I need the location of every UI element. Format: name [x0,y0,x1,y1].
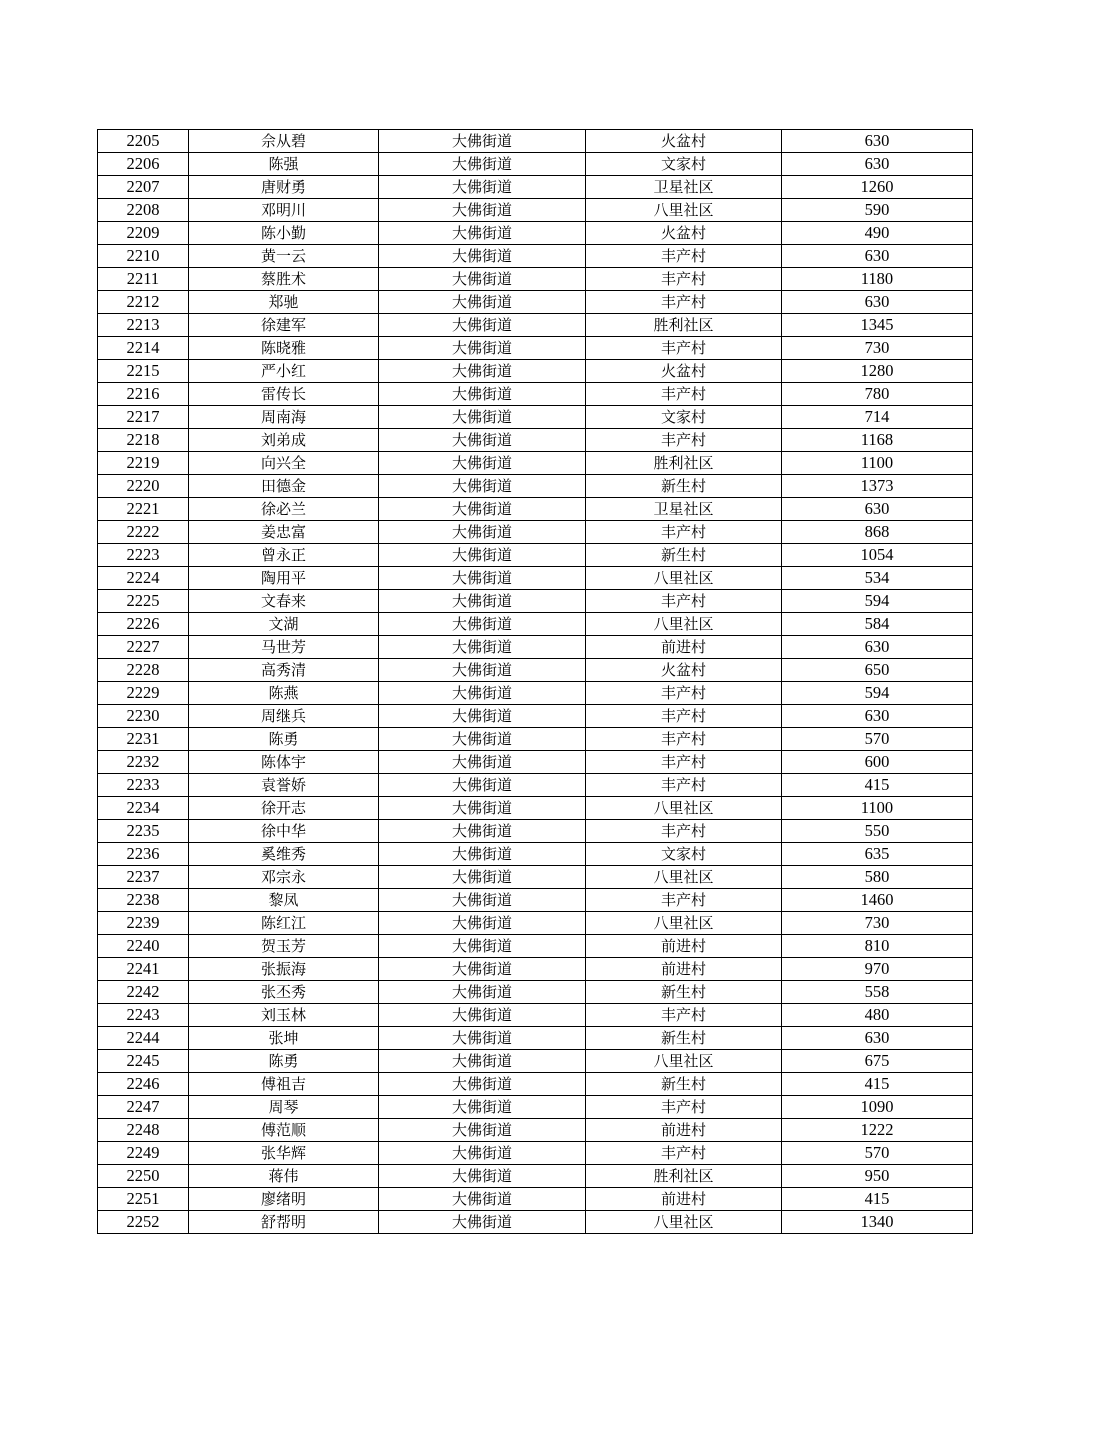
village-cell: 火盆村 [586,130,782,153]
name-cell: 黎凤 [189,889,379,912]
village-cell: 卫星社区 [586,498,782,521]
village-cell: 八里社区 [586,567,782,590]
village-cell: 文家村 [586,153,782,176]
amount-cell: 1345 [782,314,973,337]
table-row [98,751,973,774]
row-number-cell: 2225 [98,590,189,613]
table-row [98,452,973,475]
table-row [98,935,973,958]
street-cell: 大佛街道 [379,1027,586,1050]
row-number-cell: 2243 [98,1004,189,1027]
street-cell: 大佛街道 [379,636,586,659]
street-cell: 大佛街道 [379,705,586,728]
name-cell: 雷传长 [189,383,379,406]
name-cell: 廖绪明 [189,1188,379,1211]
village-cell: 火盆村 [586,659,782,682]
table-row [98,705,973,728]
row-number-cell: 2220 [98,475,189,498]
row-number-cell: 2238 [98,889,189,912]
name-cell: 陈晓雅 [189,337,379,360]
name-cell: 马世芳 [189,636,379,659]
amount-cell: 480 [782,1004,973,1027]
table-row [98,590,973,613]
table-row [98,130,973,153]
street-cell: 大佛街道 [379,728,586,751]
table-row [98,383,973,406]
amount-cell: 1090 [782,1096,973,1119]
amount-cell: 594 [782,590,973,613]
name-cell: 贺玉芳 [189,935,379,958]
name-cell: 文春来 [189,590,379,613]
street-cell: 大佛街道 [379,475,586,498]
name-cell: 舒帮明 [189,1211,379,1234]
table-row [98,268,973,291]
amount-cell: 630 [782,636,973,659]
row-number-cell: 2250 [98,1165,189,1188]
row-number-cell: 2229 [98,682,189,705]
village-cell: 丰产村 [586,590,782,613]
street-cell: 大佛街道 [379,751,586,774]
village-cell: 丰产村 [586,245,782,268]
table-row [98,636,973,659]
street-cell: 大佛街道 [379,222,586,245]
table-row [98,176,973,199]
row-number-cell: 2213 [98,314,189,337]
row-number-cell: 2246 [98,1073,189,1096]
name-cell: 张坤 [189,1027,379,1050]
village-cell: 丰产村 [586,1142,782,1165]
street-cell: 大佛街道 [379,452,586,475]
amount-cell: 490 [782,222,973,245]
street-cell: 大佛街道 [379,820,586,843]
street-cell: 大佛街道 [379,429,586,452]
village-cell: 新生村 [586,981,782,1004]
table-row [98,1004,973,1027]
amount-cell: 1168 [782,429,973,452]
table-row [98,1211,973,1234]
street-cell: 大佛街道 [379,521,586,544]
village-cell: 胜利社区 [586,452,782,475]
amount-cell: 594 [782,682,973,705]
amount-cell: 630 [782,245,973,268]
amount-cell: 1100 [782,452,973,475]
amount-cell: 780 [782,383,973,406]
table-row [98,866,973,889]
village-cell: 丰产村 [586,889,782,912]
amount-cell: 570 [782,728,973,751]
name-cell: 徐中华 [189,820,379,843]
amount-cell: 550 [782,820,973,843]
village-cell: 丰产村 [586,751,782,774]
village-cell: 八里社区 [586,797,782,820]
village-cell: 丰产村 [586,291,782,314]
row-number-cell: 2206 [98,153,189,176]
amount-cell: 1222 [782,1119,973,1142]
table-row [98,682,973,705]
amount-cell: 570 [782,1142,973,1165]
village-cell: 胜利社区 [586,1165,782,1188]
name-cell: 田德金 [189,475,379,498]
street-cell: 大佛街道 [379,682,586,705]
table-row [98,820,973,843]
table-row [98,544,973,567]
name-cell: 姜忠富 [189,521,379,544]
table-row [98,958,973,981]
table-row [98,360,973,383]
amount-cell: 630 [782,130,973,153]
table-row [98,728,973,751]
amount-cell: 415 [782,774,973,797]
amount-cell: 635 [782,843,973,866]
amount-cell: 730 [782,912,973,935]
amount-cell: 584 [782,613,973,636]
amount-cell: 714 [782,406,973,429]
row-number-cell: 2221 [98,498,189,521]
street-cell: 大佛街道 [379,314,586,337]
street-cell: 大佛街道 [379,1119,586,1142]
table-row [98,912,973,935]
street-cell: 大佛街道 [379,153,586,176]
name-cell: 郑驰 [189,291,379,314]
name-cell: 周继兵 [189,705,379,728]
street-cell: 大佛街道 [379,774,586,797]
name-cell: 陈体宇 [189,751,379,774]
table-row [98,843,973,866]
amount-cell: 730 [782,337,973,360]
table-row [98,291,973,314]
street-cell: 大佛街道 [379,1188,586,1211]
amount-cell: 1373 [782,475,973,498]
row-number-cell: 2211 [98,268,189,291]
amount-cell: 630 [782,498,973,521]
row-number-cell: 2233 [98,774,189,797]
row-number-cell: 2242 [98,981,189,1004]
row-number-cell: 2205 [98,130,189,153]
table-row [98,659,973,682]
table-row [98,337,973,360]
row-number-cell: 2226 [98,613,189,636]
street-cell: 大佛街道 [379,245,586,268]
village-cell: 新生村 [586,1073,782,1096]
table-row [98,245,973,268]
village-cell: 火盆村 [586,360,782,383]
street-cell: 大佛街道 [379,176,586,199]
row-number-cell: 2228 [98,659,189,682]
street-cell: 大佛街道 [379,958,586,981]
row-number-cell: 2209 [98,222,189,245]
amount-cell: 1280 [782,360,973,383]
name-cell: 张振海 [189,958,379,981]
table-row [98,567,973,590]
table-row [98,889,973,912]
table-row [98,406,973,429]
name-cell: 奚维秀 [189,843,379,866]
street-cell: 大佛街道 [379,613,586,636]
name-cell: 陈红江 [189,912,379,935]
amount-cell: 534 [782,567,973,590]
table-row [98,498,973,521]
table-row [98,1142,973,1165]
village-cell: 前进村 [586,1188,782,1211]
street-cell: 大佛街道 [379,797,586,820]
village-cell: 胜利社区 [586,314,782,337]
amount-cell: 650 [782,659,973,682]
name-cell: 严小红 [189,360,379,383]
name-cell: 张华辉 [189,1142,379,1165]
street-cell: 大佛街道 [379,360,586,383]
village-cell: 文家村 [586,843,782,866]
village-cell: 丰产村 [586,268,782,291]
village-cell: 新生村 [586,1027,782,1050]
village-cell: 前进村 [586,958,782,981]
row-number-cell: 2237 [98,866,189,889]
name-cell: 周南海 [189,406,379,429]
row-number-cell: 2232 [98,751,189,774]
street-cell: 大佛街道 [379,935,586,958]
row-number-cell: 2210 [98,245,189,268]
name-cell: 陶用平 [189,567,379,590]
row-number-cell: 2236 [98,843,189,866]
table-row [98,222,973,245]
name-cell: 徐开志 [189,797,379,820]
village-cell: 八里社区 [586,199,782,222]
street-cell: 大佛街道 [379,337,586,360]
name-cell: 张丕秀 [189,981,379,1004]
village-cell: 八里社区 [586,1211,782,1234]
amount-cell: 1054 [782,544,973,567]
street-cell: 大佛街道 [379,1211,586,1234]
village-cell: 丰产村 [586,521,782,544]
row-number-cell: 2217 [98,406,189,429]
table-row [98,1027,973,1050]
village-cell: 八里社区 [586,912,782,935]
name-cell: 邓宗永 [189,866,379,889]
name-cell: 文湖 [189,613,379,636]
village-cell: 丰产村 [586,1096,782,1119]
village-cell: 前进村 [586,1119,782,1142]
village-cell: 丰产村 [586,429,782,452]
name-cell: 徐建军 [189,314,379,337]
street-cell: 大佛街道 [379,866,586,889]
amount-cell: 675 [782,1050,973,1073]
row-number-cell: 2222 [98,521,189,544]
street-cell: 大佛街道 [379,498,586,521]
amount-cell: 415 [782,1188,973,1211]
street-cell: 大佛街道 [379,268,586,291]
row-number-cell: 2224 [98,567,189,590]
village-cell: 丰产村 [586,682,782,705]
street-cell: 大佛街道 [379,912,586,935]
name-cell: 周琴 [189,1096,379,1119]
street-cell: 大佛街道 [379,1096,586,1119]
name-cell: 陈勇 [189,1050,379,1073]
row-number-cell: 2252 [98,1211,189,1234]
row-number-cell: 2216 [98,383,189,406]
table-row [98,429,973,452]
row-number-cell: 2223 [98,544,189,567]
row-number-cell: 2215 [98,360,189,383]
street-cell: 大佛街道 [379,1165,586,1188]
amount-cell: 810 [782,935,973,958]
street-cell: 大佛街道 [379,1004,586,1027]
name-cell: 唐财勇 [189,176,379,199]
name-cell: 陈强 [189,153,379,176]
village-cell: 丰产村 [586,728,782,751]
row-number-cell: 2212 [98,291,189,314]
village-cell: 新生村 [586,544,782,567]
street-cell: 大佛街道 [379,199,586,222]
table-row [98,475,973,498]
table-row [98,981,973,1004]
village-cell: 卫星社区 [586,176,782,199]
row-number-cell: 2207 [98,176,189,199]
street-cell: 大佛街道 [379,981,586,1004]
village-cell: 丰产村 [586,383,782,406]
name-cell: 刘玉林 [189,1004,379,1027]
table-row [98,1119,973,1142]
amount-cell: 1340 [782,1211,973,1234]
name-cell: 黄一云 [189,245,379,268]
row-number-cell: 2234 [98,797,189,820]
amount-cell: 630 [782,153,973,176]
amount-cell: 630 [782,291,973,314]
amount-cell: 868 [782,521,973,544]
row-number-cell: 2249 [98,1142,189,1165]
name-cell: 袁誉娇 [189,774,379,797]
name-cell: 刘弟成 [189,429,379,452]
street-cell: 大佛街道 [379,383,586,406]
amount-cell: 1260 [782,176,973,199]
row-number-cell: 2231 [98,728,189,751]
amount-cell: 630 [782,705,973,728]
table-row [98,199,973,222]
row-number-cell: 2230 [98,705,189,728]
table-row [98,797,973,820]
row-number-cell: 2214 [98,337,189,360]
village-cell: 八里社区 [586,1050,782,1073]
name-cell: 邓明川 [189,199,379,222]
street-cell: 大佛街道 [379,544,586,567]
name-cell: 蒋伟 [189,1165,379,1188]
village-cell: 文家村 [586,406,782,429]
table-row [98,1188,973,1211]
street-cell: 大佛街道 [379,567,586,590]
street-cell: 大佛街道 [379,843,586,866]
row-number-cell: 2240 [98,935,189,958]
row-number-cell: 2248 [98,1119,189,1142]
row-number-cell: 2208 [98,199,189,222]
table-row [98,314,973,337]
row-number-cell: 2245 [98,1050,189,1073]
table-row [98,1096,973,1119]
name-cell: 曾永正 [189,544,379,567]
name-cell: 傅祖吉 [189,1073,379,1096]
amount-cell: 630 [782,1027,973,1050]
amount-cell: 415 [782,1073,973,1096]
row-number-cell: 2219 [98,452,189,475]
row-number-cell: 2227 [98,636,189,659]
village-cell: 火盆村 [586,222,782,245]
name-cell: 向兴全 [189,452,379,475]
amount-cell: 580 [782,866,973,889]
amount-cell: 558 [782,981,973,1004]
village-cell: 八里社区 [586,613,782,636]
row-number-cell: 2239 [98,912,189,935]
street-cell: 大佛街道 [379,130,586,153]
row-number-cell: 2235 [98,820,189,843]
name-cell: 徐必兰 [189,498,379,521]
amount-cell: 600 [782,751,973,774]
table-row [98,1073,973,1096]
table-row [98,1165,973,1188]
row-number-cell: 2244 [98,1027,189,1050]
table-row [98,613,973,636]
village-cell: 丰产村 [586,337,782,360]
name-cell: 陈小勤 [189,222,379,245]
village-cell: 丰产村 [586,705,782,728]
village-cell: 丰产村 [586,1004,782,1027]
name-cell: 佘从碧 [189,130,379,153]
street-cell: 大佛街道 [379,590,586,613]
roster-table-body [98,130,973,1234]
amount-cell: 950 [782,1165,973,1188]
amount-cell: 1100 [782,797,973,820]
name-cell: 蔡胜术 [189,268,379,291]
amount-cell: 590 [782,199,973,222]
roster-table [97,129,973,1234]
name-cell: 陈勇 [189,728,379,751]
street-cell: 大佛街道 [379,1142,586,1165]
table-row [98,774,973,797]
village-cell: 前进村 [586,935,782,958]
street-cell: 大佛街道 [379,291,586,314]
table-row [98,521,973,544]
village-cell: 新生村 [586,475,782,498]
street-cell: 大佛街道 [379,1050,586,1073]
street-cell: 大佛街道 [379,406,586,429]
village-cell: 前进村 [586,636,782,659]
street-cell: 大佛街道 [379,889,586,912]
village-cell: 丰产村 [586,820,782,843]
row-number-cell: 2218 [98,429,189,452]
street-cell: 大佛街道 [379,659,586,682]
street-cell: 大佛街道 [379,1073,586,1096]
row-number-cell: 2251 [98,1188,189,1211]
village-cell: 八里社区 [586,866,782,889]
amount-cell: 1460 [782,889,973,912]
amount-cell: 1180 [782,268,973,291]
name-cell: 陈燕 [189,682,379,705]
name-cell: 傅范顺 [189,1119,379,1142]
table-row [98,153,973,176]
row-number-cell: 2241 [98,958,189,981]
name-cell: 高秀清 [189,659,379,682]
table-row [98,1050,973,1073]
amount-cell: 970 [782,958,973,981]
village-cell: 丰产村 [586,774,782,797]
row-number-cell: 2247 [98,1096,189,1119]
